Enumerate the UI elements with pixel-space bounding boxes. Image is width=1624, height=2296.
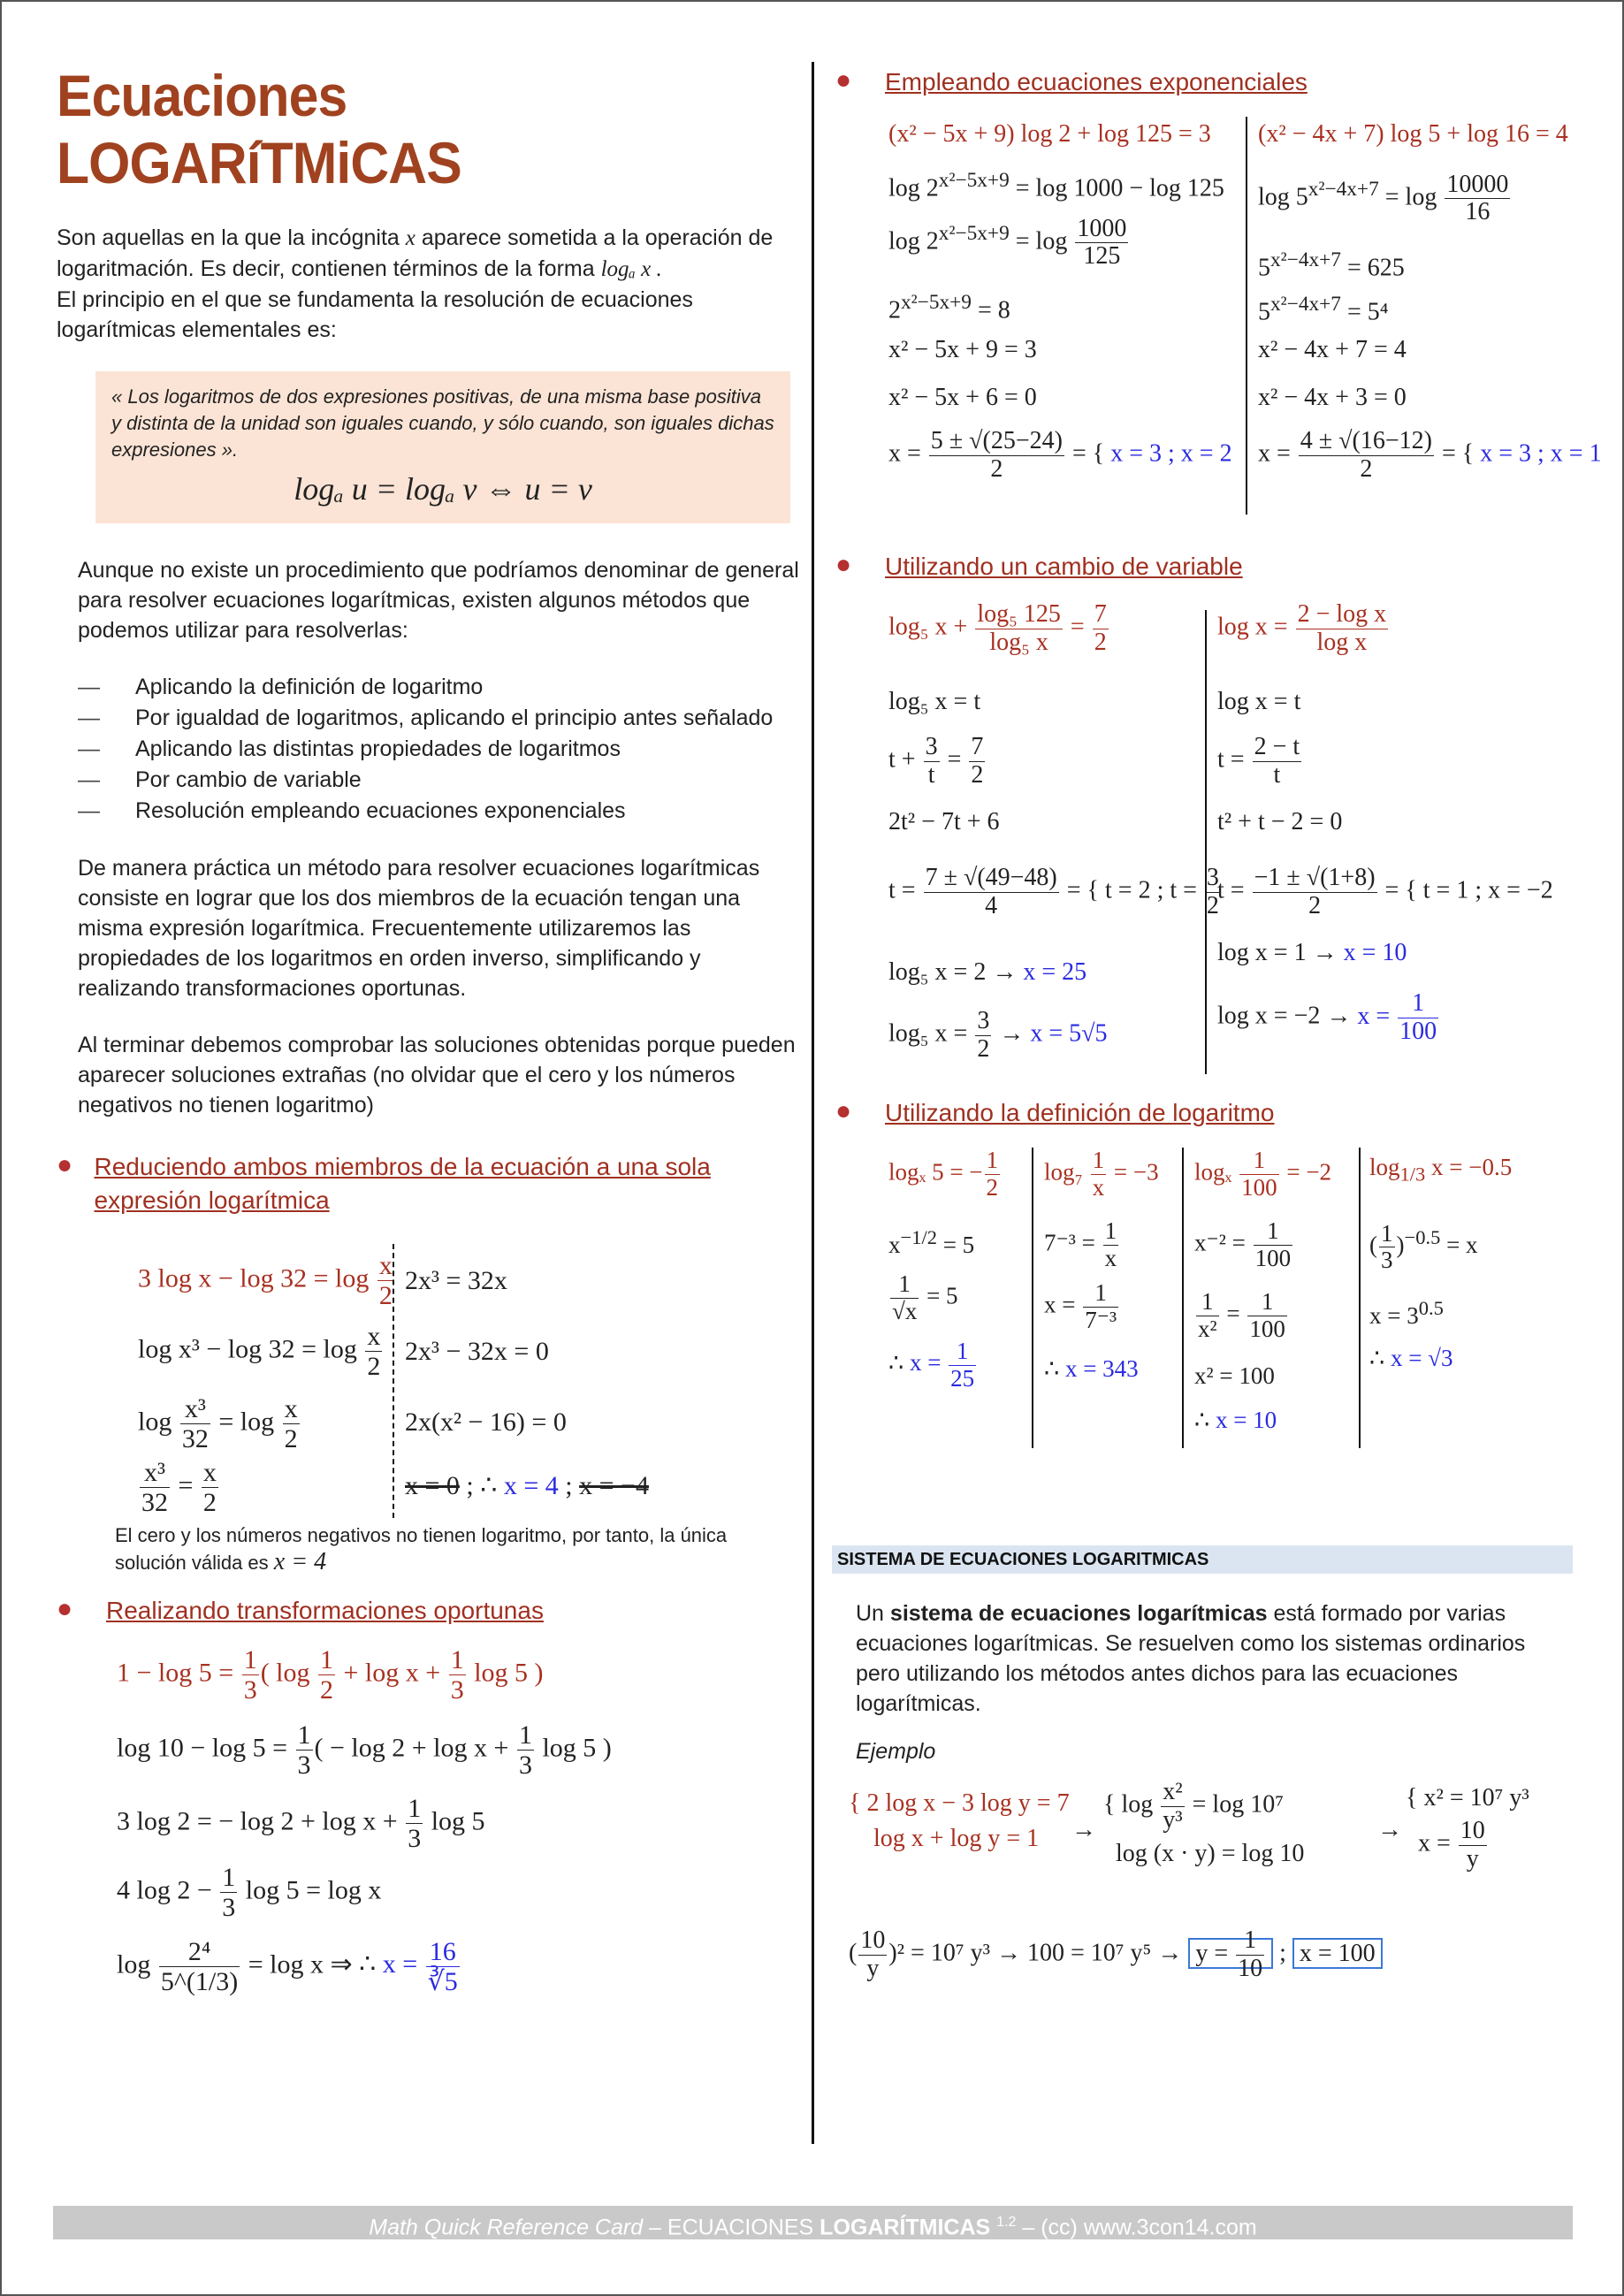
def-b-3: x = $\frac{1}{\text{7⁻³}}$ — [1044, 1279, 1117, 1333]
sys-eq-4: ( $\frac{10}{y}$ )² = 10⁷ y³ → 100 = 10⁷ y⁵ → y = $\frac{1}{10}$ ; x = 100 — [849, 1927, 1383, 1983]
red-eq-2: log x³ − log 32 = log $\frac{x}{2}$ — [138, 1322, 381, 1381]
exp-a-5: x² − 5x + 9 = 3 — [888, 336, 1037, 363]
cambio-block — [835, 584, 1578, 1079]
footer-version: 1.2 — [996, 2215, 1017, 2230]
exp-a-2: $\log 2^{x^2-5x+9} = \log 1000 - \log 125$ — [888, 169, 1224, 202]
cv-separator — [1205, 610, 1207, 1074]
exp-b-5: x² − 4x + 7 = 4 — [1258, 336, 1407, 363]
sistema-paragraph — [856, 1598, 1554, 1719]
exp-b-1: (x² − 4x + 7) log 5 + log 16 = 4 — [1258, 120, 1568, 148]
cv-b-7: log x = −2 → x = $\frac{1}{100}$ — [1217, 989, 1437, 1045]
exp-b-3: $5^{x^2-4x+7} = 625$ — [1258, 248, 1405, 282]
def-b-2: 7⁻³ = $\frac{1}{x}$ — [1044, 1217, 1117, 1271]
def-c-1: logₓ $\frac{1}{100}$ = −2 — [1194, 1147, 1332, 1201]
cv-b-4: t² + t − 2 = 0 — [1217, 808, 1343, 835]
intro-text-a: Son aquellas en la que la incógnita — [57, 225, 400, 250]
exp-a-3: $\log 2^{x^2-5x+9} = \log$ $\frac{1000}{125}$ — [888, 214, 1127, 271]
def-sep-3 — [1359, 1148, 1361, 1448]
section-reduciendo — [57, 1150, 746, 1217]
red-eq-6: 2x³ − 32x = 0 — [405, 1337, 549, 1366]
exp-separator — [1246, 117, 1247, 515]
def-sep-1 — [1032, 1148, 1033, 1448]
def-b-4: ∴ x = 343 — [1044, 1355, 1139, 1382]
intro-principle-text: El principio en el que se fundamenta la resolución de ecuaciones logarítmicas elementales es: — [57, 287, 693, 342]
red-eq-8: x = 0 ; ∴ x = 4 ; x = −4 — [405, 1471, 649, 1500]
sistema-bold: sistema de ecuaciones logarítmicas — [889, 1601, 1268, 1626]
red-eq-3: log $\frac{\text{x³}}{32}$ = log $\frac{x}{2}$ — [138, 1394, 298, 1453]
bullet-icon: ● — [835, 550, 852, 579]
trans-eq-1: 1 − log 5 = $\frac{1}{3}$ ( log $\frac{1}{2}$ + log x + $\frac{1}{3}$ log 5 ) — [117, 1645, 544, 1705]
exp-b-2: $\log 5^{x^2-4x+7} = \log$ $\frac{10000}{16}$ — [1258, 170, 1509, 226]
cv-b-2: log x = t — [1217, 688, 1301, 715]
def-a-3: $\frac{1}{√x}$ = 5 — [892, 1270, 958, 1324]
principle-quote: « Los logaritmos de dos expresiones positivas, de una misma base positiva y distinta de la unidad son iguales cuando, y sólo cuando, son iguales dichas expresiones ». — [111, 385, 774, 461]
section-definicion-title: Utilizando la definición de logaritmo — [885, 1099, 1275, 1126]
page-title: Ecuaciones LOGARíTMiCAS — [57, 63, 461, 195]
reduciendo-note — [115, 1522, 751, 1576]
principle-formula: logₐ u = logₐ v ⇔ u = v — [294, 471, 592, 507]
bullet-icon: ● — [835, 65, 852, 95]
def-c-3: $\frac{1}{\text{x²}}$ = $\frac{1}{100}$ — [1198, 1288, 1285, 1342]
exp-b-7: x = $\frac{4 \pm √(16-12)}{2}$ = { x = 3 ; x = 1 — [1258, 427, 1602, 483]
ejemplo-label: Ejemplo — [856, 1739, 936, 1764]
right-column — [835, 62, 1602, 1466]
exponenciales-block — [835, 99, 1602, 515]
reduciendo-note-text: El cero y los números negativos no tienen logaritmo, por tanto, la única solución válida es — [115, 1524, 728, 1574]
def-d-3: $x = 3^{0.5}$ — [1369, 1297, 1444, 1329]
section-reduciendo-title: Reduciendo ambos miembros de la ecuación a una sola expresión logarítmica — [94, 1153, 711, 1214]
footer — [53, 2206, 1573, 2239]
cv-a-2: log₅ x = t — [888, 688, 981, 715]
red-eq-7: 2x(x² − 16) = 0 — [405, 1407, 567, 1437]
list-item: — Resolución empleando ecuaciones exponenciales — [78, 796, 799, 827]
section-realizando-title: Realizando transformaciones oportunas — [106, 1597, 544, 1624]
section-cambio — [835, 550, 1578, 584]
exp-b-4: $5^{x^2-4x+7} = 5^4$ — [1258, 293, 1389, 326]
trans-eq-3: 3 log 2 = − log 2 + log x + $\frac{1}{3}$ log 5 — [117, 1794, 485, 1853]
trans-eq-4: 4 log 2 − $\frac{1}{3}$ log 5 = log x — [117, 1863, 382, 1922]
practical-paragraph: De manera práctica un método para resolver ecuaciones logarítmicas consiste en lograr que los dos miembros de la ecuación tengan una misma expresión logarítmica. Frecuentemente utilizaremos las propiedades de los logaritmos en orden inverso, simplificando y realizando transformaciones oportunas. — [78, 856, 760, 1001]
list-item: — Aplicando la definición de logaritmo — [78, 672, 799, 703]
red-eq-4: $\frac{\text{x³}}{32}$ = $\frac{x}{2}$ — [141, 1458, 217, 1517]
cv-a-3: t + $\frac{3}{t}$ = $\frac{7}{2}$ — [888, 733, 984, 789]
definicion-block — [835, 1130, 1578, 1466]
principle-box — [95, 371, 790, 523]
realizando-block — [117, 1636, 799, 2034]
sistema-header: SISTEMA DE ECUACIONES LOGARITMICAS — [832, 1545, 1573, 1574]
intro-form: logₐ x . — [600, 257, 662, 281]
cv-a-7: log₅ x = $\frac{3}{2}$ → x = 5√5 — [888, 1007, 1108, 1063]
def-a-2: $x^{-1/2} = 5$ — [888, 1226, 975, 1258]
exp-a-4: $2^{x^2-5x+9} = 8$ — [888, 291, 1010, 324]
cv-b-5: t = $\frac{-1 \pm √(1+8)}{2}$ = { t = 1 ; x = −2 — [1217, 864, 1553, 919]
sistema-block — [849, 1598, 1554, 1987]
section-definicion — [835, 1096, 1578, 1130]
sys-arrow-2: → — [1377, 1816, 1402, 1843]
intro-paragraph — [57, 223, 799, 285]
def-a-4: ∴ x = $\frac{1}{25}$ — [888, 1338, 975, 1392]
bullet-icon: ● — [57, 1594, 73, 1623]
def-b-1: log₇ $\frac{1}{x}$ = −3 — [1044, 1147, 1159, 1201]
trans-eq-5: log $\frac{\text{2⁴}}{5\^{}(1/3)}$ = log x ⇒ ∴ x = $\frac{16}{∛5}$ — [117, 1937, 458, 1996]
section-realizando — [57, 1594, 799, 1628]
footer-bold: LOGARÍTMICAS — [820, 2215, 991, 2240]
exp-a-1: (x² − 5x + 9) log 2 + log 125 = 3 — [888, 120, 1211, 148]
footer-link[interactable]: – (cc) www.3con14.com — [1016, 2215, 1257, 2240]
intro-var: x — [405, 226, 416, 250]
cv-a-4: 2t² − 7t + 6 — [888, 808, 1000, 835]
def-d-4: ∴ x = √3 — [1369, 1345, 1453, 1371]
cv-a-1: log₅ x + $\frac{\text{log₅ 125}}{\text{log₅ x}}$ = $\frac{7}{2}$ — [888, 600, 1107, 656]
exp-a-7: x = $\frac{5 \pm √(25-24)}{2}$ = { x = 3 ; x = 2 — [888, 427, 1232, 483]
section-cambio-title: Utilizando un cambio de variable — [885, 553, 1243, 580]
sys-eq-1: { 2 log x − 3 log y = 7 log x + log y = 1 — [849, 1789, 1070, 1852]
section-exponenciales-title: Empleando ecuaciones exponenciales — [885, 68, 1308, 95]
intro-text-b: aparece sometida a la operación de logaritmación. Es decir, contienen términos de la forma — [57, 225, 774, 281]
def-a-1: logₓ 5 = − $\frac{1}{2}$ — [888, 1147, 999, 1201]
dashed-separator — [393, 1244, 394, 1518]
def-sep-2 — [1182, 1148, 1184, 1448]
exp-b-6: x² − 4x + 3 = 0 — [1258, 384, 1407, 411]
cv-b-3: t = $\frac{2 - t}{t}$ — [1217, 733, 1300, 789]
sistema-equations — [849, 1775, 1554, 1987]
check-paragraph: Al terminar debemos comprobar las soluciones obtenidas porque pueden aparecer soluciones extrañas (no olvidar que el cero y los números negativos no tienen logaritmo) — [78, 1033, 796, 1117]
list-item: — Por cambio de variable — [78, 765, 799, 796]
trans-eq-2: log 10 − log 5 = $\frac{1}{3}$ ( − log 2 + log x + $\frac{1}{3}$ log 5 ) — [117, 1720, 612, 1780]
reduciendo-solution: x = 4 — [273, 1548, 327, 1575]
red-eq-1: 3 log x − log 32 = log $\frac{x}{2}$ — [138, 1251, 393, 1310]
sys-arrow-1: → — [1071, 1816, 1096, 1843]
section-exponenciales — [835, 65, 1578, 99]
left-column — [57, 62, 799, 2034]
bullet-icon: ● — [57, 1150, 73, 1179]
cv-b-1: log x = $\frac{\text{2 − log x}}{\text{log x}}$ — [1217, 600, 1387, 656]
sistema-text-b: está formado por varias ecuaciones logarítmicas. Se resuelven como los sistemas ordinarios pero utilizando los métodos antes dichos para las ecuaciones logarítmicas. — [856, 1601, 1526, 1716]
list-item: — Por igualdad de logaritmos, aplicando el principio antes señalado — [78, 703, 799, 734]
cv-a-5: t = $\frac{7 \pm √(49-48)}{4}$ = { t = 2 ; t = $\frac{3}{2}$ — [888, 864, 1219, 919]
def-c-5: ∴ x = 10 — [1194, 1407, 1277, 1433]
exp-a-6: x² − 5x + 6 = 0 — [888, 384, 1037, 411]
bullet-icon: ● — [835, 1096, 852, 1125]
methods-intro: Aunque no existe un procedimiento que podríamos denominar de general para resolver ecuaciones logarítmicas, existen algunos métodos que podemos utilizar para resolverlas: — [78, 558, 799, 643]
list-item: — Aplicando las distintas propiedades de logaritmos — [78, 734, 799, 765]
red-eq-5: 2x³ = 32x — [405, 1266, 507, 1295]
cv-b-6: log x = 1 → x = 10 — [1217, 939, 1407, 966]
cv-a-6: log₅ x = 2 → x = 25 — [888, 958, 1087, 986]
footer-italic: Math Quick Reference Card — [369, 2215, 644, 2240]
sys-eq-3: { x² = 10⁷ y³ x = $\frac{10}{y}$ — [1406, 1784, 1529, 1873]
def-d-1: $\log_{1/3} x = -0.5$ — [1369, 1154, 1513, 1186]
def-c-4: x² = 100 — [1194, 1362, 1275, 1389]
def-c-2: x⁻² = $\frac{1}{100}$ — [1194, 1217, 1292, 1271]
footer-dash: – ECUACIONES — [643, 2215, 820, 2240]
def-d-2: ( $\frac{1}{3}$ )$^{-0.5}$ = x — [1369, 1219, 1478, 1274]
methods-list — [78, 672, 799, 827]
sistema-text-a: Un — [856, 1601, 884, 1626]
column-divider — [812, 62, 814, 2144]
reduciendo-block — [57, 1217, 799, 1522]
sys-eq-2: { log $\frac{\text{x²}}{\text{y³}}$ = log 10⁷ log (x · y) = log 10 — [1103, 1778, 1305, 1867]
